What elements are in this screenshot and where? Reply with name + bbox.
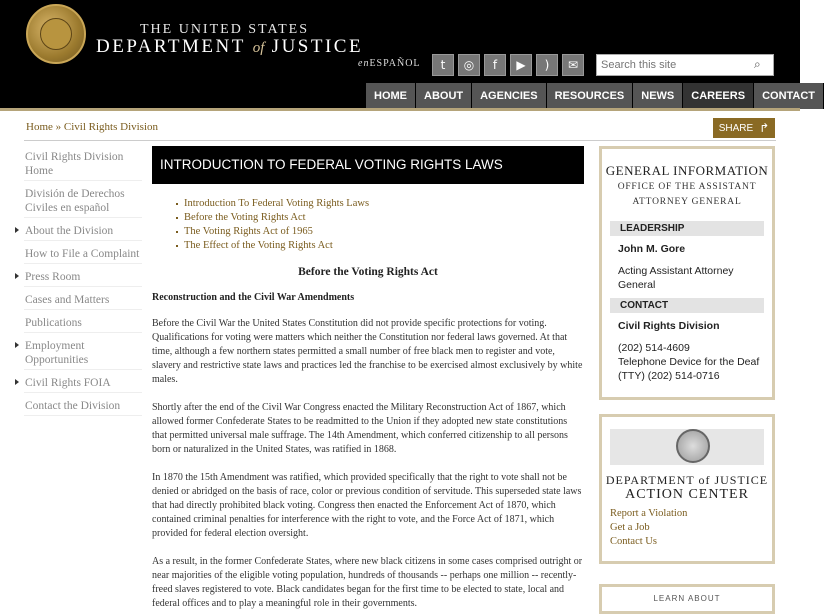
contact-info xyxy=(602,313,772,389)
brand-main-text[interactable] xyxy=(96,36,363,58)
nav-agencies[interactable]: AGENCIES xyxy=(472,83,546,109)
seal-eagle xyxy=(40,18,72,50)
leader-name: John M. Gore xyxy=(618,243,686,255)
action-link-2[interactable]: Contact Us xyxy=(610,536,657,547)
instagram-icon[interactable]: ◎ xyxy=(458,54,480,76)
doj-seal-icon xyxy=(676,429,710,463)
breadcrumb-home[interactable]: Home xyxy=(26,121,53,133)
share-button[interactable] xyxy=(713,118,775,138)
nav-home[interactable]: HOME xyxy=(366,83,416,109)
action-links xyxy=(610,507,687,549)
toc-link-2[interactable]: The Voting Rights Act of 1965 xyxy=(184,225,584,239)
contact-name: Civil Rights Division xyxy=(618,320,720,332)
main-nav xyxy=(366,83,824,109)
nav-about[interactable]: ABOUT xyxy=(416,83,472,109)
section-title: Before the Voting Rights Act xyxy=(298,266,438,278)
sidebar-item-3[interactable]: How to File a Complaint xyxy=(24,245,142,264)
info-subheading-1: OFFICE OF THE ASSISTANT xyxy=(617,182,757,192)
sidebar-item-5[interactable]: Cases and Matters xyxy=(24,291,142,310)
page-title: INTRODUCTION TO FEDERAL VOTING RIGHTS LAWS xyxy=(152,146,584,184)
brand-justice: JUSTICE xyxy=(271,36,364,57)
contact-tty-2: (TTY) (202) 514-0716 xyxy=(618,370,720,382)
site-header xyxy=(0,0,816,110)
contact-tty-1: Telephone Device for the Deaf xyxy=(618,356,760,368)
sidebar-item-1[interactable]: División de Derechos Civiles en español xyxy=(24,185,142,218)
toc-link-3[interactable]: The Effect of the Voting Rights Act xyxy=(184,239,584,253)
header-divider xyxy=(0,108,800,111)
info-heading: GENERAL INFORMATION xyxy=(605,163,769,178)
sub-title: Reconstruction and the Civil War Amendments xyxy=(152,292,355,303)
espanol-label: ESPAÑOL xyxy=(369,58,421,69)
toc-link-0[interactable]: Introduction To Federal Voting Rights Laws xyxy=(184,197,584,211)
action-center-panel xyxy=(599,414,775,564)
breadcrumb-sep: » xyxy=(52,121,64,133)
breadcrumb-current[interactable]: Civil Rights Division xyxy=(63,121,159,133)
learn-about-heading: LEARN ABOUT xyxy=(653,594,721,603)
nav-careers[interactable]: CAREERS xyxy=(683,83,754,109)
sidebar-item-4[interactable]: Press Room xyxy=(24,268,142,287)
sidebar-item-6[interactable]: Publications xyxy=(24,314,142,333)
search-icon[interactable]: ⌕ xyxy=(754,57,761,71)
share-label: SHARE xyxy=(718,122,754,134)
doj-seal-logo[interactable] xyxy=(26,4,86,64)
twitter-icon[interactable]: t xyxy=(432,54,454,76)
paragraph-0: Before the Civil War the United States Constitution did not provide specific protections for voting. Qualifications for voting were matters which neither the Constitution nor federal laws governed. At that time, although a few northern states permitted a small number of free black men to register and vote, slavery and restrictive state laws and practices led the franchise to be exercised almost exclusively by white males. xyxy=(152,318,583,385)
brand-department: DEPARTMENT xyxy=(96,36,246,57)
action-link-0[interactable]: Report a Violation xyxy=(610,508,688,519)
info-subheading-2: ATTORNEY GENERAL xyxy=(632,197,742,207)
brand-of: of xyxy=(252,40,265,56)
action-heading-1: DEPARTMENT of JUSTICE xyxy=(605,473,769,487)
content-divider xyxy=(24,140,776,141)
paragraph-2: In 1870 the 15th Amendment was ratified, which provided specifically that the right to vote shall not be denied or abridged on the basis of race, color or previous condition of servitude. This superseded state laws that had directly prohibited black voting. Congress then enacted the Enforcement Act of 1870, which contained criminal penalties for interference with the right to vote, and the Force Act of 1871, which provided for federal election oversight. xyxy=(152,472,582,539)
paragraph-1: Shortly after the end of the Civil War Congress enacted the Military Reconstruction Act of 1867, which allowed former Confederate States to be readmitted to the Union if they adopted new state constitutions that permitted universal male suffrage. The 14th Amendment, which conferred citizenship to all persons born or naturalized in the United States, was ratified in 1868. xyxy=(152,402,568,455)
search-box xyxy=(596,54,774,76)
social-icons xyxy=(432,54,584,76)
brand-top-text: THE UNITED STATES xyxy=(140,22,309,37)
espanol-prefix: en xyxy=(358,58,370,69)
leadership-info xyxy=(602,236,772,298)
rss-icon[interactable]: ) xyxy=(536,54,558,76)
nav-resources[interactable]: RESOURCES xyxy=(547,83,634,109)
contact-label: CONTACT xyxy=(610,298,764,313)
facebook-icon[interactable]: f xyxy=(484,54,506,76)
sidebar-item-7[interactable]: Employment Opportunities xyxy=(24,337,142,370)
learn-about-panel xyxy=(599,584,775,614)
espanol-link[interactable] xyxy=(358,58,421,69)
leader-title: Acting Assistant Attorney General xyxy=(618,265,734,291)
search-input[interactable] xyxy=(597,55,747,75)
action-heading-2: ACTION CENTER xyxy=(625,487,749,502)
article-body xyxy=(152,317,584,611)
contact-phone: (202) 514-4609 xyxy=(618,342,690,354)
toc-link-1[interactable]: Before the Voting Rights Act xyxy=(184,211,584,225)
nav-news[interactable]: NEWS xyxy=(633,83,683,109)
breadcrumb xyxy=(26,121,158,133)
sidebar-item-8[interactable]: Civil Rights FOIA xyxy=(24,374,142,393)
left-sidebar xyxy=(24,148,142,420)
sidebar-item-0[interactable]: Civil Rights Division Home xyxy=(24,148,142,181)
table-of-contents xyxy=(184,197,584,253)
leadership-label: LEADERSHIP xyxy=(610,221,764,236)
sidebar-item-2[interactable]: About the Division xyxy=(24,222,142,241)
action-link-1[interactable]: Get a Job xyxy=(610,522,650,533)
nav-contact[interactable]: CONTACT xyxy=(754,83,824,109)
main-content xyxy=(152,146,584,611)
sidebar-item-9[interactable]: Contact the Division xyxy=(24,397,142,416)
paragraph-3: As a result, in the former Confederate States, where new black citizens in some cases comprised outright or near majorities of the eligible voting population, hundreds of thousands -- perhaps one million -- recently-freed slaves registered to vote. Black candidates began for the first time to be elected to state, local and federal offices and to play a meaningful role in their governments. xyxy=(152,556,583,609)
share-arrow-icon: ↱ xyxy=(759,121,770,135)
general-info-panel xyxy=(599,146,775,400)
youtube-icon[interactable]: ▶ xyxy=(510,54,532,76)
email-icon[interactable]: ✉ xyxy=(562,54,584,76)
